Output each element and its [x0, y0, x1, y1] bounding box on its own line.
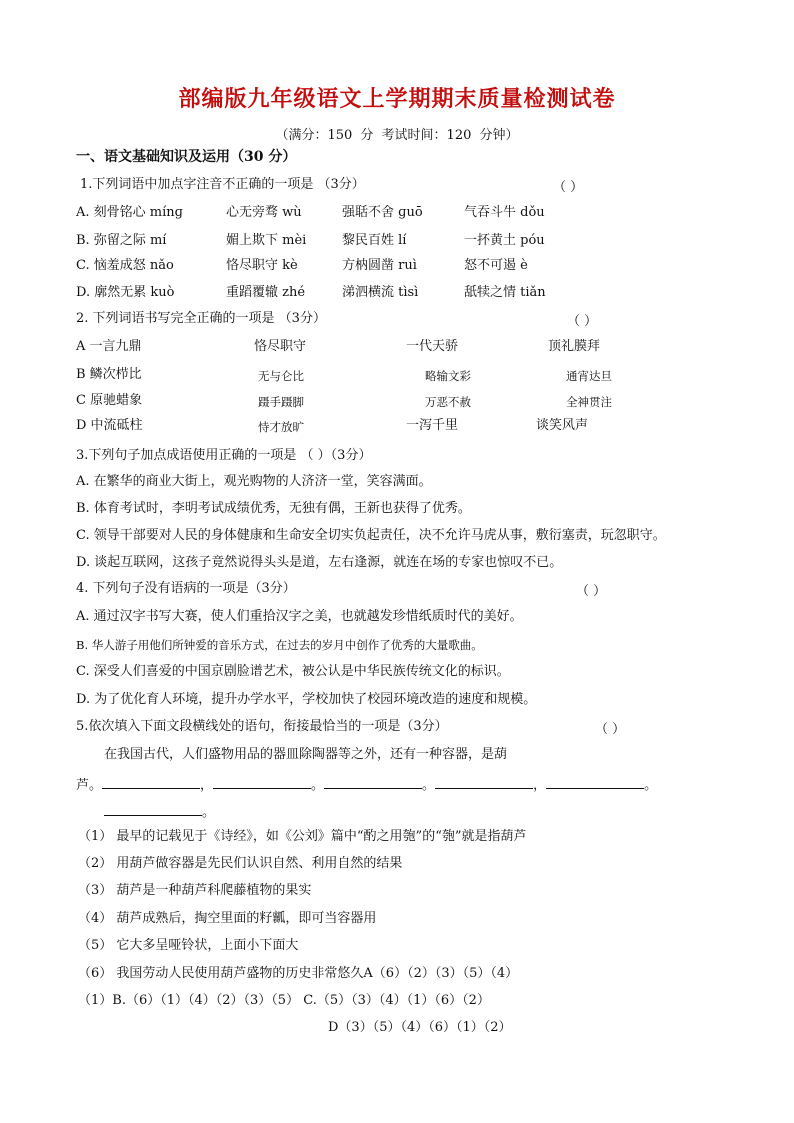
q2-answer-blank: （ ） — [567, 314, 598, 329]
q5-sep-5: 。 — [644, 778, 658, 793]
q2-option-a: A 一言九鼎 — [76, 339, 142, 354]
exam-subtitle: （满分：150 分 考试时间：120 分钟） — [275, 128, 519, 143]
q1-option-d-2: 重蹈覆辙 zhé — [226, 285, 306, 300]
q1-option-c-4: 怒不可遏 è — [464, 258, 528, 273]
q5-item-5: （5） 它大多呈哑铃状，上面小下面大 — [78, 938, 299, 953]
q5-answer-options: （1）B.（6）（1）（4）（2）（3）（5） C.（5）（3）（4）（1）（6）（2） — [78, 993, 490, 1008]
q4-option-b: B. 华人游子用他们所钟爱的音乐方式，在过去的岁月中创作了优秀的大量歌曲。 — [76, 638, 483, 652]
q2-option-c-3: 万恶不赦 — [425, 395, 471, 409]
q4-option-d: D. 为了优化育人环境，提升办学水平，学校加快了校园环境改造的速度和规模。 — [76, 692, 537, 707]
fill-blank-6[interactable] — [104, 801, 202, 816]
q5-item-1: （1） 最早的记载见于《诗经》，如《公刘》篇中“酌之用匏”的“匏”就是指葫芦 — [78, 829, 527, 844]
q2-option-a-4: 顶礼膜拜 — [548, 339, 601, 354]
exam-title: 部编版九年级语文上学期期末质量检测试卷 — [178, 87, 616, 112]
q2-option-d-4: 谈笑风声 — [536, 418, 589, 433]
q5-passage-line-3 — [104, 801, 215, 822]
q5-sep-6: 。 — [202, 805, 216, 820]
q1-option-c-2: 恪尽职守 kè — [226, 258, 298, 273]
q1-option-d-3: 涕泗横流 tìsì — [342, 285, 419, 300]
q5-item-3: （3） 葫芦是一种葫芦科爬藤植物的果实 — [78, 883, 312, 898]
q2-option-a-3: 一代天骄 — [406, 339, 459, 354]
section-heading: 一、语文基础知识及运用（30 分） — [76, 149, 297, 165]
q2-option-d-3: 一泻千里 — [406, 418, 459, 433]
q5-answer-option-d: D（3）（5）（4）（6）（1）（2） — [328, 1020, 512, 1035]
q2-option-c-4: 全神贯注 — [566, 395, 612, 409]
q1-option-b-2: 媚上欺下 mèi — [226, 233, 307, 248]
q1-option-a-2: 心无旁骛 wù — [226, 205, 302, 220]
fill-blank-2[interactable] — [213, 774, 311, 789]
q3-stem: 3.下列句子加点成语使用正确的一项是 （ ）（3分） — [76, 448, 372, 463]
q1-option-d: D. 廓然无累 kuò — [76, 285, 175, 300]
q5-passage-start: 芦。 — [76, 778, 103, 793]
q3-option-d: D. 谈起互联网，这孩子竟然说得头头是道，左右逢源，就连在场的专家也惊叹不已。 — [76, 555, 563, 570]
fill-blank-5[interactable] — [546, 774, 644, 789]
q4-stem: 4. 下列句子没有语病的一项是（3分） — [76, 581, 296, 596]
q4-option-c: C. 深受人们喜爱的中国京剧脸谱艺术，被公认是中华民族传统文化的标识。 — [76, 664, 510, 679]
fill-blank-4[interactable] — [435, 774, 533, 789]
q3-option-c: C. 领导干部要对人民的身体健康和生命安全切实负起责任，决不允许马虎从事，敷衍塞责，玩忽职守。 — [76, 528, 666, 543]
q1-option-b-3: 黎民百姓 lí — [342, 233, 407, 248]
q1-option-a-3: 强聒不舍 ɡuō — [342, 205, 423, 220]
q5-sep-2: 。 — [311, 778, 325, 793]
q1-stem: 1.下列词语中加点字注音不正确的一项是 （3分） — [80, 177, 365, 192]
q1-option-b-4: 一抔黄土 póu — [464, 233, 545, 248]
q5-sep-3: 。 — [422, 778, 436, 793]
q5-answer-blank: （ ） — [595, 722, 626, 737]
q5-stem: 5.依次填入下面文段横线处的语句，衔接最恰当的一项是（3分） — [76, 719, 448, 734]
q1-option-a: A. 刻骨铭心 mínɡ — [76, 205, 183, 220]
q2-option-b: B 鳞次栉比 — [76, 367, 142, 382]
q2-option-b-2: 无与仑比 — [258, 369, 304, 383]
q1-option-b: B. 弥留之际 mí — [76, 233, 167, 248]
q2-option-b-3: 略输文彩 — [425, 369, 471, 383]
q2-option-d: D 中流砥柱 — [76, 418, 143, 433]
q5-sep-1: ， — [200, 778, 214, 793]
q1-option-a-4: 气吞斗牛 dǒu — [464, 205, 545, 220]
q2-option-c-2: 蹑手蹑脚 — [258, 395, 304, 409]
q3-option-b: B. 体育考试时，李明考试成绩优秀，无独有偶，王新也获得了优秀。 — [76, 501, 471, 516]
q2-option-c: C 原驰蜡象 — [76, 393, 143, 408]
q5-item-4: （4） 葫芦成熟后，掏空里面的籽瓤，即可当容器用 — [78, 911, 377, 926]
q2-stem: 2. 下列词语书写完全正确的一项是 （3分） — [76, 311, 326, 326]
q4-answer-blank: （ ） — [576, 584, 607, 599]
q2-option-b-4: 通宵达旦 — [566, 369, 612, 383]
q5-item-6: （6） 我国劳动人民使用葫芦盛物的历史非常悠久A（6）（2）（3）（5）（4） — [78, 966, 519, 981]
q2-option-a-2: 恪尽职守 — [254, 339, 307, 354]
q5-passage-line-2 — [76, 774, 657, 795]
q1-option-c: C. 恼羞成怒 nǎo — [76, 258, 174, 273]
q1-answer-blank: （ ） — [553, 180, 584, 195]
q5-passage-line-1: 在我国古代，人们盛物用品的器皿除陶器等之外，还有一种容器，是葫 — [104, 747, 508, 762]
q5-item-2: （2） 用葫芦做容器是先民们认识自然、利用自然的结果 — [78, 856, 403, 871]
q3-option-a: A. 在繁华的商业大街上，观光购物的人济济一堂，笑容满面。 — [76, 474, 432, 489]
q1-option-c-3: 方枘圆凿 ruì — [342, 258, 417, 273]
q5-sep-4: ， — [533, 778, 547, 793]
q1-option-d-4: 舐犊之情 tiǎn — [464, 285, 546, 300]
fill-blank-1[interactable] — [102, 774, 200, 789]
q2-option-d-2: 恃才放旷 — [258, 420, 304, 434]
fill-blank-3[interactable] — [324, 774, 422, 789]
q4-option-a: A. 通过汉字书写大赛，使人们重拾汉字之美，也就越发珍惜纸质时代的美好。 — [76, 609, 523, 624]
